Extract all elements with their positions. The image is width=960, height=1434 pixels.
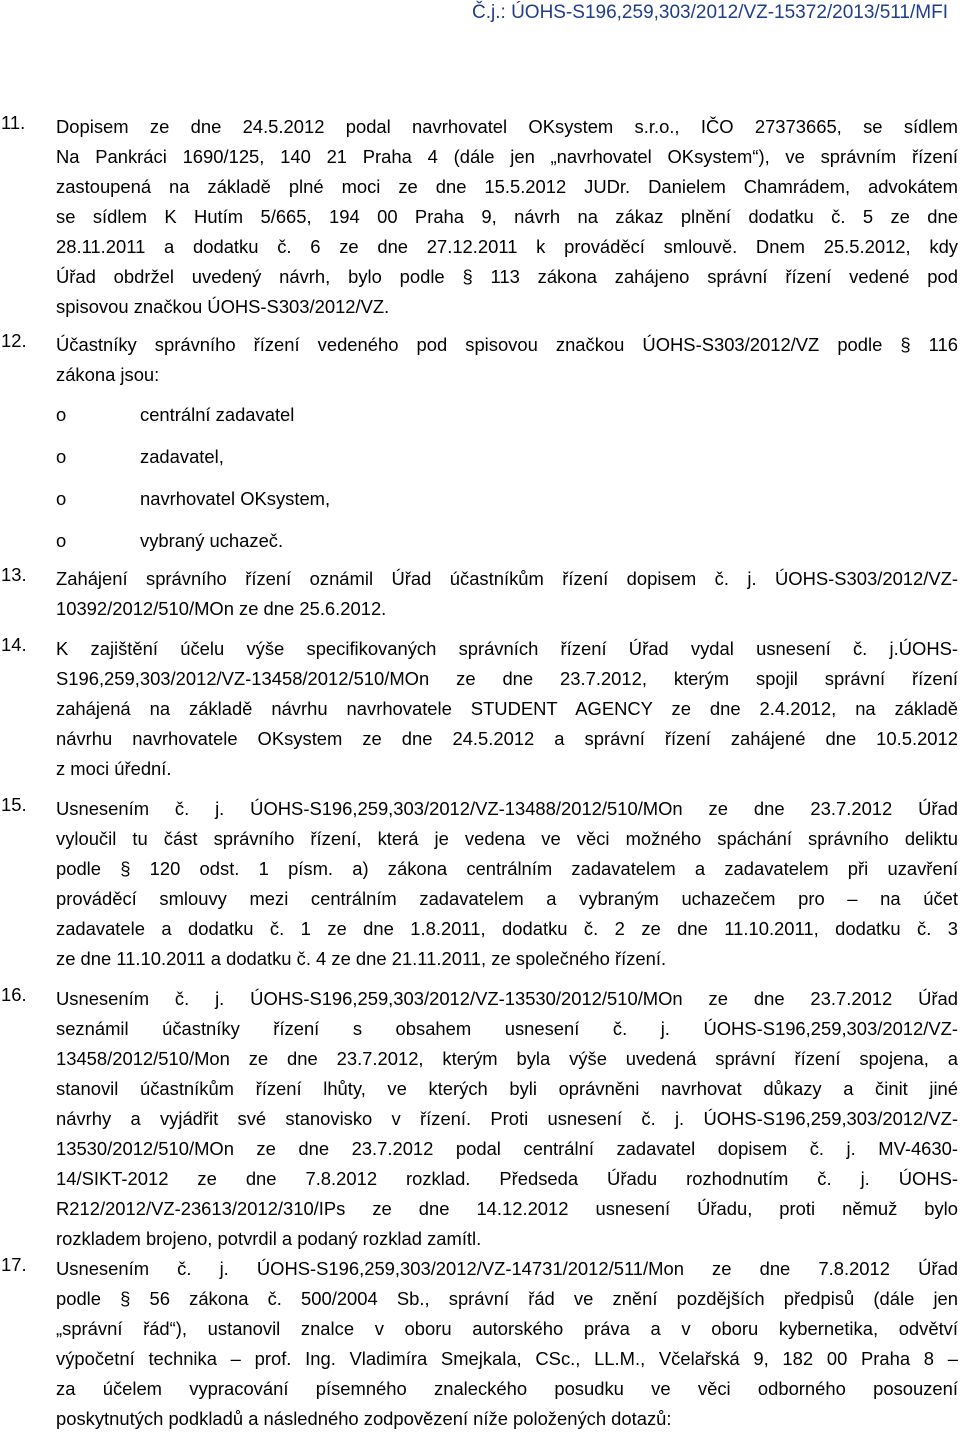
list-item	[0, 400, 960, 430]
paragraph-line: Zahájení správního řízení oznámil Úřad účastníkům řízení dopisem č. j. ÚOHS-S303/2012/VZ-	[56, 568, 958, 589]
paragraph-line: Dopisem ze dne 24.5.2012 podal navrhovatel OKsystem s.r.o., IČO 27373665, se sídlem	[56, 116, 958, 137]
paragraph-line: podle § 56 zákona č. 500/2004 Sb., správní řád ve znění pozdějších předpisů (dále jen	[56, 1288, 958, 1309]
paragraph-number: 12.	[1, 330, 27, 351]
paragraph-number: 16.	[1, 984, 27, 1005]
paragraph-line: stanovil účastníkům řízení lhůty, ve kterých byli oprávněni navrhovat důkazy a činit jiné	[56, 1078, 958, 1099]
paragraph-line: 14/SIKT-2012 ze dne 7.8.2012 rozklad. Předseda Úřadu rozhodnutím č. j. ÚOHS-	[56, 1168, 958, 1189]
paragraph-line: návrhu navrhovatele OKsystem ze dne 24.5.2012 a správní řízení zahájené dne 10.5.2012	[56, 728, 958, 749]
paragraph-number: 15.	[1, 794, 27, 815]
paragraph-line: Účastníky správního řízení vedeného pod spisovou značkou ÚOHS-S303/2012/VZ podle § 116	[56, 334, 958, 355]
paragraph-line: zákona jsou:	[56, 364, 160, 385]
paragraph-line: 28.11.2011 a dodatku č. 6 ze dne 27.12.2011 k prováděcí smlouvě. Dnem 25.5.2012, kdy	[56, 236, 958, 257]
paragraph-number: 14.	[1, 634, 27, 655]
list-item-text: navrhovatel OKsystem,	[140, 488, 331, 509]
paragraph-line: zastoupená na základě plné moci ze dne 15.5.2012 JUDr. Danielem Chamrádem, advokátem	[56, 176, 958, 197]
paragraph-line: Úřad obdržel uvedený návrh, bylo podle § 113 zákona zahájeno správní řízení vedené pod	[56, 266, 958, 287]
header-prefix: Č.j.:	[472, 2, 512, 23]
paragraph-line: S196,259,303/2012/VZ-13458/2012/510/MOn ze dne 23.7.2012, kterým spojil správní řízení	[56, 668, 958, 689]
paragraph-line: rozkladem brojeno, potvrdil a podaný rozklad zamítl.	[56, 1228, 482, 1249]
paragraph-line: z moci úřední.	[56, 758, 172, 779]
paragraph-line: spisovou značkou ÚOHS-S303/2012/VZ.	[56, 296, 390, 317]
paragraph-line: 10392/2012/510/MOn ze dne 25.6.2012.	[56, 598, 387, 619]
paragraph-line: Usnesením č. j. ÚOHS-S196,259,303/2012/VZ-13530/2012/510/MOn ze dne 23.7.2012 Úřad	[56, 988, 958, 1009]
paragraph-line: se sídlem K Hutím 5/665, 194 00 Praha 9, návrh na zákaz plnění dodatku č. 5 ze dne	[56, 206, 958, 227]
bullet-marker: o	[56, 488, 67, 509]
bullet-marker: o	[56, 446, 67, 467]
paragraph-line: zahájená na základě návrhu navrhovatele STUDENT AGENCY ze dne 2.4.2012, na základě	[56, 698, 958, 719]
bullet-marker: o	[56, 530, 67, 551]
paragraph-line: vyloučil tu část správního řízení, která je vedena ve věci možného spáchání správního deliktu	[56, 828, 958, 849]
list-item-text: vybraný uchazeč.	[140, 530, 284, 551]
list-item-text: centrální zadavatel	[140, 404, 295, 425]
list-item-text: zadavatel,	[140, 446, 224, 467]
list-item	[0, 484, 960, 514]
paragraph-number: 17.	[1, 1254, 27, 1275]
paragraph-number: 11.	[1, 112, 26, 133]
header-reference: ÚOHS-S196,259,303/2012/VZ-15372/2013/511/MFI	[511, 2, 948, 23]
paragraph-line: Na Pankráci 1690/125, 140 21 Praha 4 (dále jen „navrhovatel OKsystem“), ve správním řízení	[56, 146, 958, 167]
paragraph-line: zadavatele a dodatku č. 1 ze dne 1.8.2011, dodatku č. 2 ze dne 11.10.2011, dodatku č. 3	[56, 918, 958, 939]
paragraph-line: seznámil účastníky řízení s obsahem usnesení č. j. ÚOHS-S196,259,303/2012/VZ-	[56, 1018, 958, 1039]
paragraph-line: poskytnutých podkladů a následného zodpovězení níže položených dotazů:	[56, 1408, 672, 1429]
paragraph-line: za účelem vypracování písemného znaleckého posudku ve věci odborného posouzení	[56, 1378, 958, 1399]
paragraph-line: R212/2012/VZ-23613/2012/310/IPs ze dne 14.12.2012 usnesení Úřadu, proti němuž bylo	[56, 1198, 958, 1219]
paragraph-line: Usnesením č. j. ÚOHS-S196,259,303/2012/VZ-13488/2012/510/MOn ze dne 23.7.2012 Úřad	[56, 798, 958, 819]
paragraph-number: 13.	[1, 564, 27, 585]
bullet-marker: o	[56, 404, 67, 425]
paragraph-line: ze dne 11.10.2011 a dodatku č. 4 ze dne 21.11.2011, ze společného řízení.	[56, 948, 667, 969]
document-reference-header	[472, 2, 948, 24]
list-item	[0, 442, 960, 472]
paragraph-line: výpočetní technika – prof. Ing. Vladimíra Smejkala, CSc., LL.M., Včelařská 9, 182 00 Praha 8 –	[56, 1348, 958, 1369]
paragraph-line: 13530/2012/510/MOn ze dne 23.7.2012 podal centrální zadavatel dopisem č. j. MV-4630-	[56, 1138, 958, 1159]
paragraph-line: „správní řád“), ustanovil znalce v oboru autorského práva a v oboru kybernetika, odvětví	[56, 1318, 958, 1339]
paragraph-line: 13458/2012/510/Mon ze dne 23.7.2012, kterým byla výše uvedená správní řízení spojena, a	[56, 1048, 958, 1069]
paragraph-line: návrhy a vyjádřit své stanovisko v řízení. Proti usnesení č. j. ÚOHS-S196,259,303/2012/VZ-	[56, 1108, 958, 1129]
list-item	[0, 526, 960, 556]
paragraph-line: K zajištění účelu výše specifikovaných správních řízení Úřad vydal usnesení č. j.ÚOHS-	[56, 638, 958, 659]
paragraph-line: podle § 120 odst. 1 písm. a) zákona centrálním zadavatelem a zadavatelem při uzavření	[56, 858, 958, 879]
paragraph-line: prováděcí smlouvy mezi centrálním zadavatelem a vybraným uchazečem pro – na účet	[56, 888, 958, 909]
paragraph-line: Usnesením č. j. ÚOHS-S196,259,303/2012/VZ-14731/2012/511/Mon ze dne 7.8.2012 Úřad	[56, 1258, 958, 1279]
